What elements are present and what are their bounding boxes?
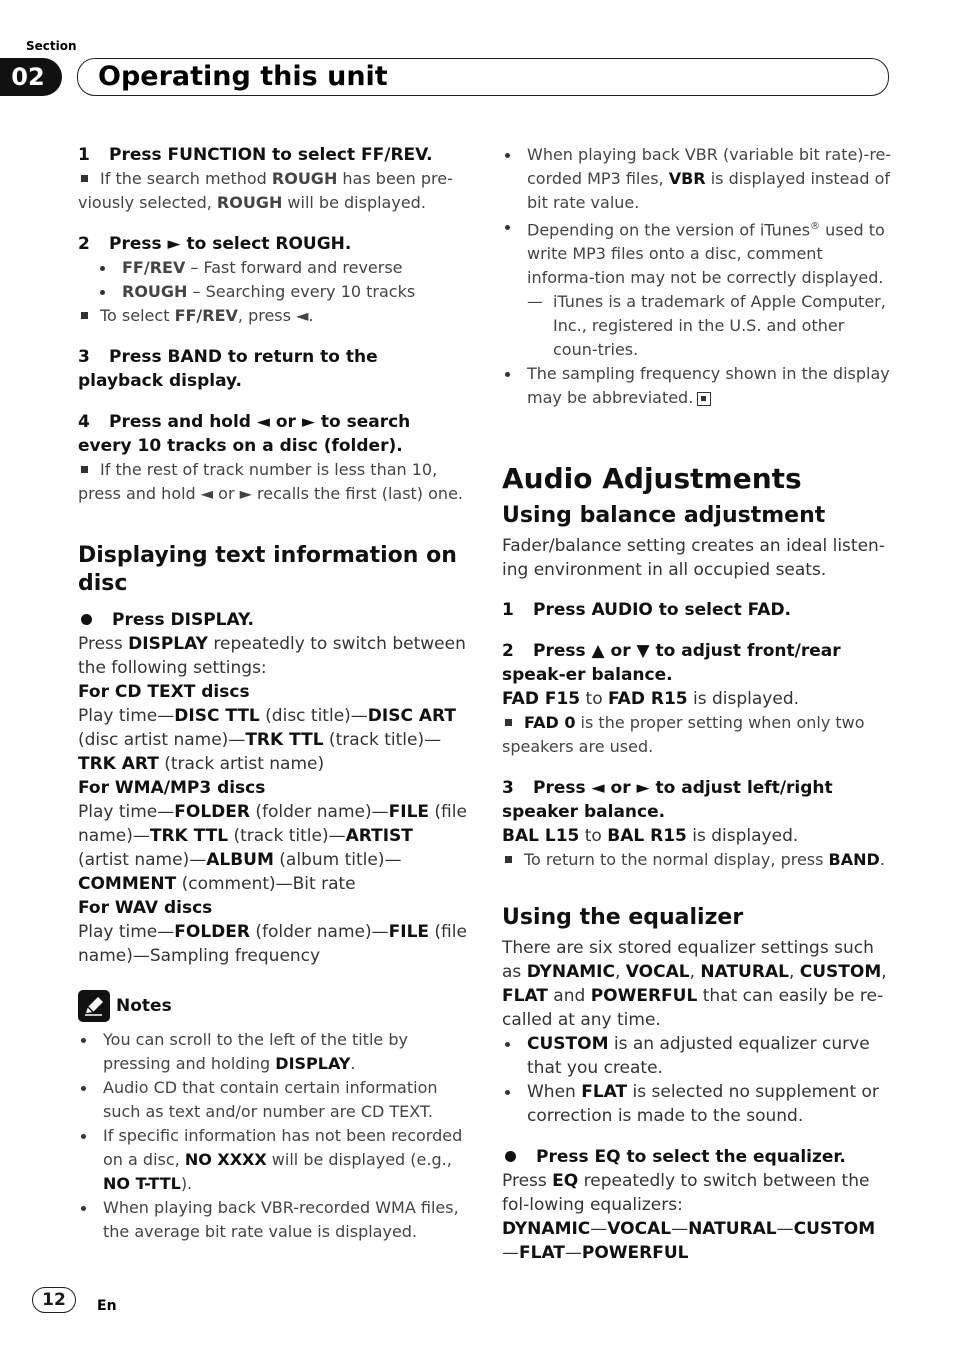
cd-heading: For CD TEXT discs (78, 682, 250, 702)
step-2-note: To select FF/REV, press ◄. (78, 304, 468, 328)
step-1: 1 Press FUNCTION to select FF/REV. (78, 145, 433, 165)
balance-step-2-note: FAD 0 is the proper setting when only two speakers are used. (502, 713, 865, 757)
step-1-note: If the search method ROUGH has been pre-viously selected, ROUGH will be displayed. (78, 169, 453, 212)
language-label: En (97, 1298, 117, 1314)
balance-step-3-result: BAL L15 to BAL R15 is displayed. (502, 826, 799, 847)
list-item: Depending on the version of iTunes® used to write MP3 files onto a disc, comment informa-tion may not be correctly displayed. (502, 215, 892, 290)
eq-list: DYNAMIC—VOCAL—NATURAL—CUSTOM—FLAT—POWERFUL (502, 1219, 876, 1264)
list-item: When playing back VBR-recorded WMA files, the average bit rate value is displayed. (78, 1196, 468, 1244)
list-item: If specific information has not been recorded on a disc, NO XXXX will be displayed (e.g., NO T-TTL). (78, 1124, 468, 1196)
balance-step-1: 1 Press AUDIO to select FAD. (502, 600, 792, 621)
list-item: ROUGH – Searching every 10 tracks (78, 280, 468, 304)
list-item: When FLAT is selected no supplement or correction is made to the sound. (502, 1080, 892, 1128)
wav-heading: For WAV discs (78, 898, 213, 918)
wma-heading: For WMA/MP3 discs (78, 778, 266, 798)
wma-text: Play time—FOLDER (folder name)—FILE (file name)—TRK TTL (track title)—ARTIST (artist name)—ALBUM (album title)—COMMENT (comment)—Bit rate (78, 802, 467, 894)
step-2: 2 Press ► to select ROUGH. (78, 234, 352, 254)
list-item: FF/REV – Fast forward and reverse (78, 256, 468, 280)
section-number: 02 (0, 58, 62, 96)
notes-title: Notes (116, 996, 172, 1016)
balance-step-3: 3 Press ◄ or ► to adjust left/right speaker balance. (502, 778, 833, 823)
balance-heading: Using balance adjustment (502, 503, 826, 529)
list-item: CUSTOM is an adjusted equalizer curve that you create. (502, 1032, 892, 1080)
step-4-note: If the rest of track number is less than 10, press and hold ◄ or ► recalls the first (last) one. (78, 460, 463, 503)
list-item: When playing back VBR (variable bit rate)-re-corded MP3 files, VBR is displayed instead of bit rate value. (502, 143, 892, 215)
display-heading: Displaying text information on disc (78, 543, 457, 596)
display-intro: Press DISPLAY repeatedly to switch between the following settings: (78, 634, 466, 678)
balance-step-3-note: To return to the normal display, press BAND. (502, 848, 892, 872)
step-4: 4 Press and hold ◄ or ► to search every 10 tracks on a disc (folder). (78, 412, 411, 456)
eq-intro: There are six stored equalizer settings such as DYNAMIC, VOCAL, NATURAL, CUSTOM, FLAT and POWERFUL that can easily be re-called at any time. (502, 938, 887, 1031)
page-title: Operating this unit (98, 61, 388, 92)
wav-text: Play time—FOLDER (folder name)—FILE (file name)—Sampling frequency (78, 922, 467, 966)
eq-desc: Press EQ repeatedly to switch between the fol-lowing equalizers: (502, 1171, 870, 1216)
left-column (78, 143, 468, 1244)
list-item: Audio CD that contain certain information such as text and/or number are CD TEXT. (78, 1076, 468, 1124)
right-column (502, 143, 892, 1265)
step-3: 3 Press BAND to return to the playback display. (78, 347, 378, 391)
balance-step-2-result: FAD F15 to FAD R15 is displayed. (502, 689, 800, 710)
audio-heading: Audio Adjustments (502, 462, 802, 496)
list-item: — iTunes is a trademark of Apple Computer, Inc., registered in the U.S. and other coun-tries. (502, 290, 892, 362)
list-item: The sampling frequency shown in the display may be abbreviated. (502, 362, 892, 410)
end-mark-icon (697, 392, 711, 406)
cd-text: Play time—DISC TTL (disc title)—DISC ART (disc artist name)—TRK TTL (track title)—TRK ART (track artist name) (78, 706, 456, 774)
eq-step: Press EQ to select the equalizer. (502, 1145, 892, 1169)
display-step: Press DISPLAY. (78, 608, 468, 632)
eq-heading: Using the equalizer (502, 905, 744, 931)
page-number: 12 (32, 1287, 76, 1313)
balance-intro: Fader/balance setting creates an ideal listen-ing environment in all occupied seats. (502, 536, 885, 581)
pencil-icon (78, 990, 110, 1022)
notes-header (78, 990, 468, 1022)
section-label: Section (26, 39, 77, 53)
balance-step-2: 2 Press ▲ or ▼ to adjust front/rear speak-er balance. (502, 641, 841, 686)
list-item: You can scroll to the left of the title by pressing and holding DISPLAY. (78, 1028, 468, 1076)
